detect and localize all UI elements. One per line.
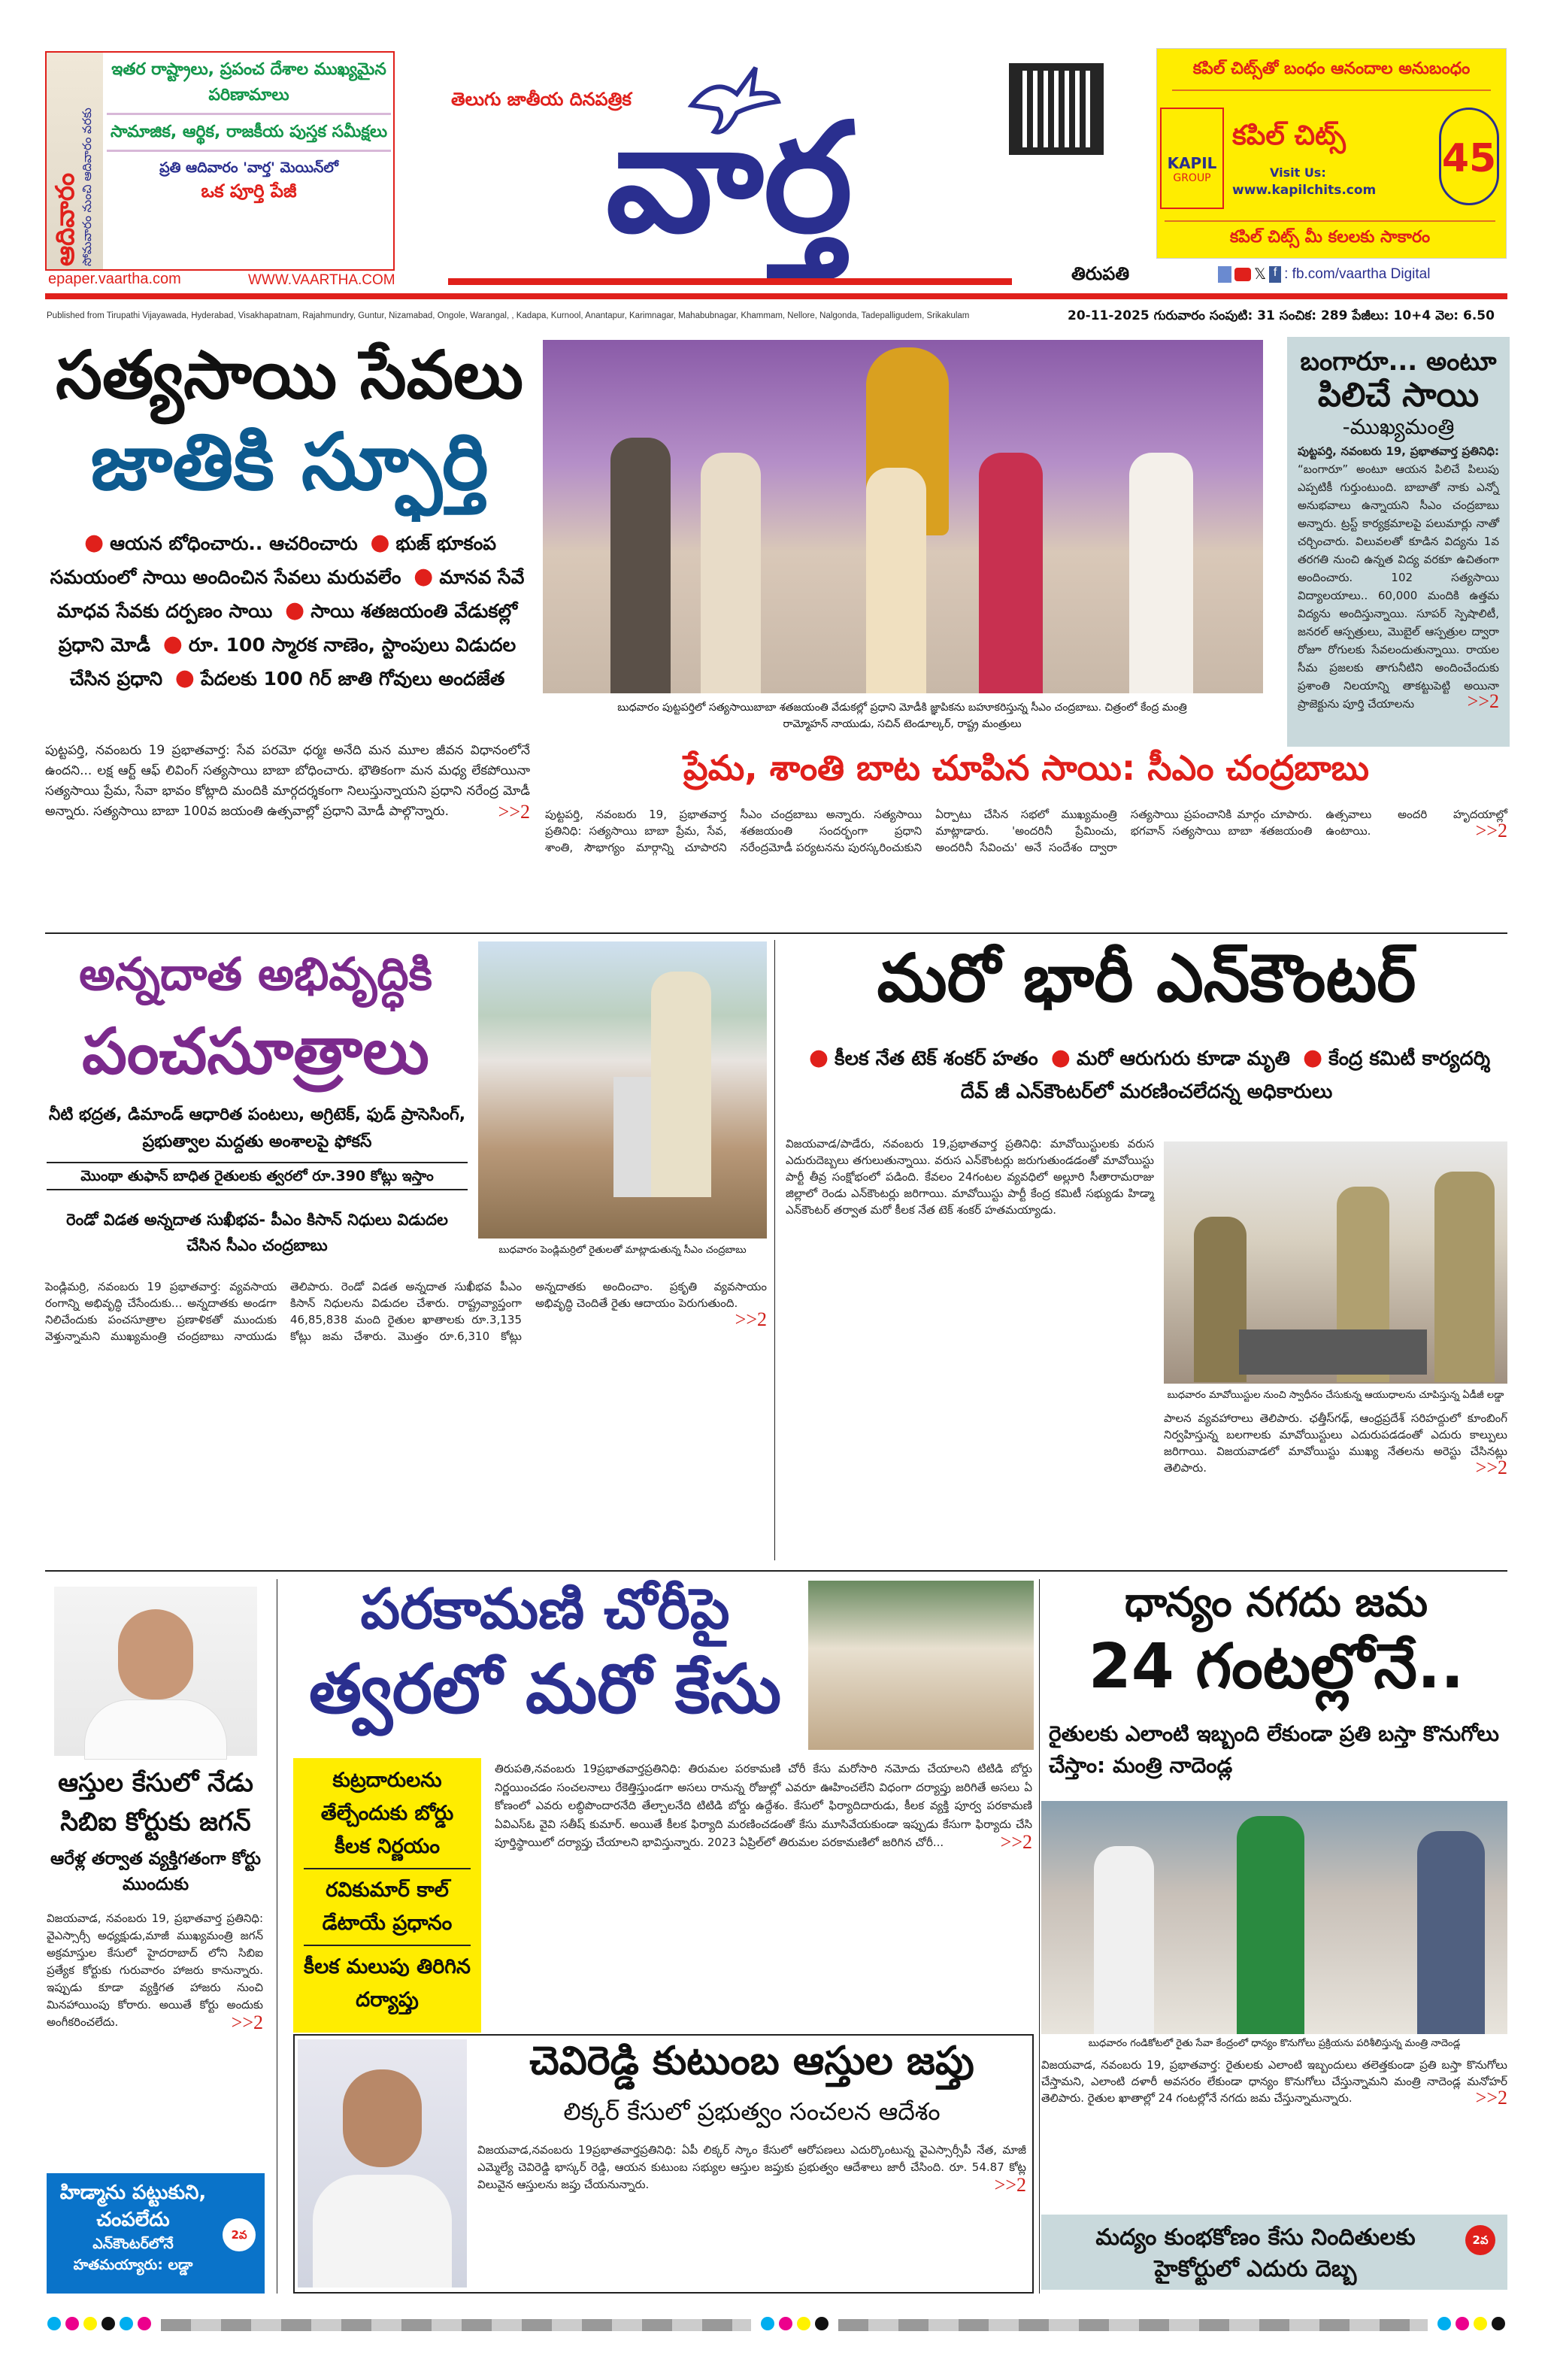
left-ad-side-title: ఆదివారం (51, 172, 80, 266)
face (118, 1609, 193, 1699)
lead-bullet: సాయి శతజయంతి వేడుకల్లో ప్రధాని మోడీ (58, 600, 518, 656)
grain-body: విజయవాడ, నవంబరు 19, ప్రభాతవార్త: రైతులకు ఎలాంటి ఇబ్బందులు తలెత్తకుండా ప్రతి బస్తా కొనుగోలు చేస్తామని, ఎలాంటి దళారీ అవసరం లేకుండా ధాన్యం కొనుగోలు చేస్తున్నామని మంత్రి నాదెండ్ల మనోహర్ తెలిపారు. రైతుల ఖాతాల్లో 24 గంటల్లోనే నగదు జమ చేస్తున్నామన్నారు. >>2 (1041, 2058, 1507, 2109)
x-icon[interactable]: 𝕏 (1254, 266, 1267, 283)
kapil-group-name: KAPIL (1167, 154, 1217, 172)
page-ref-badge: 2వ (1465, 2225, 1495, 2255)
minister-figure (1237, 1816, 1304, 2034)
person-figure (1094, 1846, 1154, 2034)
left-ad (45, 51, 395, 271)
lead-bullet: మానవ సేవే మాధవ సేవకు దర్పణం సాయి (56, 566, 525, 622)
person-figure (701, 453, 761, 693)
right-ad-bottom: కపిల్ చిట్స్ మీ కలలకు సాకారం (1165, 220, 1495, 250)
side-box-body: “బంగారూ” అంటూ ఆయన పిలిచే పిలుపు ఎప్పటికీ గుర్తుంటుంది. బాబాతో నాకు ఎన్నో అనుభవాలు ఉన్నాయని సీఎం చంద్రబాబు అన్నారు. ట్రస్ట్ కార్యక్రమాలపై పలుమార్లు నాతో చర్చించారు. విలువలతో కూడిన విద్యను 1వ తరగతి నుంచి ఉన్నత విద్య వరకూ ఉచితంగా అందించారు. 102 సత్యసాయి విద్యాలయాలు.. 60,000 మందికి ఉత్తమ విద్యను అందిస్తున్నాయి. సూపర్ స్పెషాలిటీ, జనరల్ ఆస్పత్రులు, మొబైల్ ఆస్పత్రుల ద్వారా రోజూ రోగులకు సేవలందుతున్నాయి. రాయల సీమ ప్రజలకు తాగునీటిని అందించేందుకు ప్రశాంతి నిలయాన్ని తాకట్టుపెట్టి అయినా ప్రాజెక్టును పూర్తి చేయాలను (1298, 462, 1499, 711)
side-box-byline: -ముఖ్యమంత్రి (1342, 414, 1455, 439)
lead-photo-caption: బుధవారం పుట్టపర్తిలో సత్యసాయిబాబా శతజయంతి వేడుకల్లో ప్రధాని మోడీకి జ్ఞాపికను బహూకరిస్తున్న సీఎం చంద్రబాబు. చిత్రంలో కేంద్ర మంత్రి రామ్మోహన్ నాయుడు, సచిన్ టెండూల్కర్, రాష్ట్ర మంత్రులు (617, 702, 1187, 730)
encounter-headline: మరో భారీ ఎన్‌కౌంటర్ (877, 939, 1416, 1017)
hidma-box[interactable] (47, 2173, 265, 2294)
left-ad-line2: సామాజిక, ఆర్థిక, రాజకీయ పుస్తక సమీక్షలు (107, 115, 391, 152)
farmers-body: పెండ్లిమర్రి, నవంబరు 19 ప్రభాతవార్త: వ్యవసాయ రంగాన్ని అభివృద్ధి చేసేందుకు... అన్నదాతకు అండగా నిలిచేందుకు పంచసూత్రాల ప్రణాళికతో ముందుకు వెళ్తున్నామని ముఖ్యమంత్రి చంద్రబాబు నాయుడు తెలిపారు. రెండో విడత అన్నదాత సుఖీభవ పీఎం కిసాన్ నిధులను విడుదల చేశారు. రాష్ట్రవ్యాప్తంగా 46,85,838 మంది రైతుల ఖాతాలకు రూ.3,135 కోట్లు జమ చేశారు. మొత్తం రూ.6,310 కోట్లు అన్నదాతకు అందించాం. ప్రకృతి వ్యవసాయం అభివృద్ధి చెందితే రైతు ఆదాయం పెరుగుతుంది. >>2 (45, 1280, 767, 1343)
farmers-sub-2: మొంథా తుఫాన్ బాధిత రైతులకు త్వరలో రూ.390 కోట్లు ఇస్తాం (47, 1162, 468, 1190)
parakamani-box-item: కీలక మలుపు తిరిగిన దర్యాప్తు (304, 1955, 471, 2012)
farmers-headline-1: అన్నదాత అభివృద్ధికి (79, 948, 432, 1001)
parakamani-body: తిరుపతి,నవంబరు 19ప్రభాతవార్తప్రతినిధి: తిరుమల పరకామణి చోరీ కేసు మరోసారి నమోదు చేయాలని టిటిడి బోర్డు నిర్ణయించడం సంచలనాలు రేకెత్తిస్తుండగా అసలు రానున్న రోజుల్లో ఎవరూ ఊహించలేని విధంగా దర్యాప్తు జరిగితే అసలు ఏ కోణంలో ఎవరు లబ్ధిపొందారనేది తేల్చాలనేది టిటిడి బోర్డు ఉద్దేశం. కేసులో ఫిర్యాదిదారుడు, కీలక వ్యక్తి పూర్వ పరకామణి ఏవిఎస్ఓ వైవి సతీష్ కుమార్. అయితే కీలక ఫిర్యాది మరణించడంతో కేసు మూసివేయకుండా ఇప్పుడు కేసుగా ఫిర్యాదు చేసి పూర్తిస్థాయిలో దర్యాప్తు చేయాలని భావిస్తున్నారు. 2023 ఏప్రిల్‌లో తిరుమల పరకామణిలో జరిగిన చోరీ... >>2 (495, 1762, 1032, 1853)
right-ad-visit: Visit Us: (1270, 165, 1326, 180)
encounter-bullet: మరో ఆరుగురు కూడా మృతి (1076, 1048, 1290, 1070)
lead-photo (543, 340, 1263, 693)
header-red-rule (45, 293, 1507, 299)
tagline: తెలుగు జాతీయ దినపత్రిక (451, 89, 632, 110)
right-ad-top: కపిల్ చిట్స్‌తో బంధం ఆనందాల అనుబంధం (1172, 49, 1491, 91)
facebook-link[interactable]: : fb.com/vaartha Digital (1284, 265, 1431, 282)
lead-body: పుట్టపర్తి, నవంబరు 19 ప్రభాతవార్త: సేవ పరమో ధర్మః అనేది మన మూల జీవన విధానంలోనే ఉందని... లక్ష ఆర్ట్ ఆఫ్ లివింగ్ సత్యసాయి బాబా బోధించారు. భౌతికంగా మన మధ్య లేకపోయినా సత్యసాయి ప్రేమ, సేవా భావం కోట్లాది మందికి మార్గదర్శకంగా నిలుస్తున్నాయని ప్రధాని నరేంద్ర మోడీ అన్నారు. సత్యసాయి బాబా 100వ జయంతి ఉత్సవాల్లో ప్రధాని మోడీ పాల్గొన్నారు. >>2 (45, 743, 530, 823)
shirt (84, 1699, 227, 1760)
person-figure (979, 453, 1043, 693)
parakamani-headline-1: పరకామణి చోరీపై (360, 1577, 730, 1642)
encounter-body: విజయవాడ/పాడేరు, నవంబరు 19,ప్రభాతవార్త ప్రతినిధి: మావోయిస్టులకు వరుస ఎదురుదెబ్బలు తగులుతున్నాయి. వరుస ఎన్‌కౌంటర్లు జరుగుతుండడంతో మావోయిస్టు పార్టీ తీవ్ర సంక్షోభంలో పడింది. కేవలం 24గంటల వ్యవధిలో అల్లూరి సీతారామరాజు జిల్లాలో రెండు ఎన్‌కౌంటర్లు జరిగాయి. మావోయిస్టు పార్టీ కేంద్ర కమిటీ సభ్యుడు హిడ్మా ఎన్‌కౌంటర్ తర్వాత మరో కీలక నేత టెక్ శంకర్ హతమయ్యాడు. (786, 1137, 1154, 1217)
farmers-photo-caption: బుధవారం పెండ్లిమర్రిలో రైతులతో మాట్లాడుతున్న సీఎం చంద్రబాబు (498, 1245, 747, 1256)
liquor-box[interactable] (1041, 2215, 1507, 2290)
cm-sub-headline: ప్రేమ, శాంతి బాట చూపిన సాయి: సీఎం చంద్రబాబు (683, 747, 1370, 788)
officer-figure (1434, 1172, 1495, 1382)
right-ad-url[interactable]: www.kapilchits.com (1232, 183, 1377, 198)
left-ad-line1: ఇతర రాష్ట్రాలు, ప్రపంచ దేశాల ముఖ్యమైన పరిణామాలు (107, 57, 391, 115)
left-ad-line3: ప్రతి ఆదివారం 'వార్త' మెయిన్‌లో (159, 159, 338, 176)
speaker-figure (651, 972, 711, 1197)
parakamani-photo (808, 1581, 1034, 1750)
grain-sub: రైతులకు ఎలాంటి ఇబ్బంది లేకుండా ప్రతి బస్తా కొనుగోలు చేస్తాం: మంత్రి నాదెండ్ల (1049, 1721, 1499, 1778)
encounter-photo (1164, 1141, 1507, 1384)
face (343, 2069, 422, 2167)
epaper-link[interactable]: epaper.vaartha.com (48, 271, 181, 287)
anniversary-badge: 45 (1439, 108, 1499, 205)
grain-headline-1: ధాన్యం నగదు జమ (1124, 1578, 1428, 1626)
parakamani-headline-2: త్వరలో మరో కేసు (308, 1650, 782, 1729)
issue-dateline: 20-11-2025 గురువారం సంపుటి: 31 సంచిక: 289 పేజీలు: 10+4 వెల: 6.50 (1068, 308, 1495, 323)
side-box-dateline: పుట్టపర్తి, నవంబరు 19, ప్రభాతవార్త ప్రతినిధి: (1298, 444, 1499, 458)
youtube-icon[interactable] (1234, 268, 1251, 281)
left-ad-side (47, 53, 103, 269)
left-ad-side-sub: సోమవారం నుంచి ఆదివారం వరకు (81, 108, 94, 266)
masthead-logo: వార్త (605, 91, 853, 266)
left-ad-line4: ఒక పూర్తి పేజీ (201, 180, 297, 202)
farmers-sub-1: నీటి భద్రత, డిమాండ్ ఆధారిత పంటలు, అగ్రిటెక్, ఫుడ్ ప్రాసెసింగ్, ప్రభుత్వాల మద్దతు అంశాలపై ఫోకస్ (48, 1105, 466, 1151)
chevireddy-sub: లిక్కర్ కేసులో ప్రభుత్వం సంచలన ఆదేశం (563, 2097, 941, 2126)
continued-marker[interactable]: >>2 (1467, 690, 1499, 712)
side-box-headline-1: బంగారూ... అంటూ (1300, 347, 1497, 377)
hidma-sub: ఎన్‌కౌంటర్‌లోనే హతమయ్యారు: లడ్డా (73, 2236, 193, 2273)
lead-bullet: రూ. 100 స్మారక నాణెం, స్టాంపులు విడుదల చేసిన ప్రధాని (69, 634, 516, 690)
grain-headline-2: 24 గంటల్లోనే.. (1088, 1631, 1465, 1702)
right-ad-brand: కపిల్ చిట్స్ (1232, 120, 1346, 151)
seized-weapons (1239, 1329, 1427, 1375)
facebook-icon[interactable]: f (1269, 266, 1281, 283)
side-box-headline-2: పిలిచే సాయి (1317, 376, 1480, 415)
lead-bullet: ఆయన బోధించారు.. ఆచరించారు (110, 532, 358, 554)
person-figure (1417, 1831, 1485, 2034)
chevireddy-headline: చెవిరెడ్డి కుటుంబ ఆస్తుల జప్తు (529, 2039, 974, 2084)
lead-headline-2: జాతికి స్ఫూర్తి (90, 416, 489, 508)
farmers-sub-3: రెండో విడత అన్నదాత సుఖీభవ- పీఎం కిసాన్ నిధులు విడుదల చేసిన సీఎం చంద్రబాబు (66, 1211, 448, 1254)
encounter-bullet: కేంద్ర కమిటీ కార్యదర్శి దేవ్ జీ ఎన్‌కౌంటర్‌లో మరణించలేదన్న అధికారులు (960, 1048, 1491, 1103)
grain-photo (1041, 1801, 1507, 2034)
qr-code[interactable] (1009, 63, 1104, 155)
side-box (1287, 337, 1510, 747)
grain-photo-caption: బుధవారం గండికోటలో రైతు సేవా కేంద్రంలో ధాన్యం కొనుగోలు ప్రక్రియను పరిశీలిస్తున్న మంత్రి నాదెండ్ల (1088, 2038, 1461, 2049)
person-figure (610, 438, 671, 693)
jagan-sub: ఆరేళ్ల తర్వాత వ్యక్తిగతంగా కోర్టు ముందుకు (50, 1849, 261, 1894)
farmers-photo (478, 941, 767, 1239)
lead-bullet: పేదలకు 100 గిర్ జాతి గోవులు అందజేత (200, 668, 505, 690)
encounter-body-2: పాలన వ్యవహారాలు తెలిపారు. ఛత్తీస్‌గఢ్, ఆంధ్రప్రదేశ్ సరిహద్దులో కూంబింగ్ నిర్వహిస్తున్న బలగాలకు మావోయిస్టులు ఎదురుపడడంతో ఎదురు కాల్పులు జరిగాయి. విజయవాడలో మావోయిస్టు ముఖ్య నేతలను అరెస్టు చేసినట్లు తెలిపారు. >>2 (1164, 1411, 1507, 1478)
lead-headline-1: సత్యసాయి సేవలు (56, 336, 523, 414)
social-links[interactable] (1218, 265, 1430, 283)
jagan-photo (54, 1587, 257, 1756)
kapil-group-sub: GROUP (1173, 172, 1211, 184)
edition-name: తిరుపతి (1071, 263, 1130, 284)
column-divider (1039, 1579, 1040, 2294)
divider (45, 932, 1507, 934)
parakamani-box-item: రవికుమార్ కాల్ డేటాయే ప్రధానం (304, 1869, 471, 1946)
cm-sub-body: పుట్టపర్తి, నవంబరు 19, ప్రభాతవార్త ప్రతినిధి: సత్యసాయి బాబా ప్రేమ, సేవ, శాంతి, సౌభాగ్యం మార్గాన్ని చూపారని సీఎం చంద్రబాబు అన్నారు. సత్యసాయి శతజయంతి సందర్భంగా ప్రధాని నరేంద్రమోడీ పర్యటనను పురస్కరించుకుని ఏర్పాటు చేసిన సభలో ముఖ్యమంత్రి మాట్లాడారు. 'అందరినీ ప్రేమించు, అందరినీ సేవించు' అనే సందేశం ద్వారా సత్యసాయి ప్రపంచానికి మార్గం చూపారు. భగవాన్ సత్యసాయి బాబా శతజయంతి ఉత్సవాలు అందరి హృదయాల్లో ఉంటాయి. >>2 (545, 808, 1507, 854)
podium (613, 1077, 651, 1197)
kapil-group-logo (1160, 108, 1224, 209)
published-from: Published from Tirupathi Vijayawada, Hyderabad, Visakhapatnam, Rajahmundry, Guntur, Nizamabad, Ongole, Warangal, , Kadapa, Kurnool, Anantapur, Karimnagar, Mahabubnagar, Khammam, Nellore, Nalgonda, Tadepalligudem, Srikakulam (47, 311, 970, 320)
person-figure (1129, 453, 1193, 693)
farmers-headline-2: పంచసూత్రాలు (82, 1014, 429, 1088)
jagan-body: విజయవాడ, నవంబరు 19, ప్రభాతవార్త ప్రతినిధి: వైఎస్సార్సీ అధ్యక్షుడు,మాజీ ముఖ్యమంత్రి జగన్ అక్రమాస్తుల కేసులో హైదరాబాద్ లోని సిబిఐ ప్రత్యేక కోర్టుకు గురువారం హాజరు కానున్నారు. ఇప్పుడు కూడా వ్యక్తిగత హాజరు నుంచి మినహాయింపు కోరారు. అయితే కోర్టు అందుకు అంగీకరించలేదు. >>2 (47, 1912, 263, 2033)
parakamani-box-item: కుట్రదారులను తేల్చేందుకు బోర్డు కీలక నిర్ణయం (304, 1764, 471, 1869)
encounter-bullets: ● కీలక నేత టెక్ శంకర్ హతం ● మరో ఆరుగురు కూడా మృతి ● కేంద్ర కమిటీ కార్యదర్శి దేవ్ జీ ఎన్‌కౌంటర్‌లో మరణించలేదన్న అధికారులు (808, 1044, 1491, 1103)
encounter-photo-caption: బుధవారం మావోయిస్టుల నుంచి స్వాధీనం చేసుకున్న ఆయుధాలను చూపిస్తున్న ఏడీజీ లడ్డా (1167, 1390, 1504, 1401)
chevireddy-photo (298, 2039, 467, 2288)
website-link[interactable]: WWW.VAARTHA.COM (248, 272, 395, 288)
page-ref-badge: 2వ (223, 2218, 256, 2251)
jagan-headline: ఆస్తుల కేసులో నేడు సిబిఐ కోర్టుకు జగన్ (58, 1768, 253, 1837)
chevireddy-body: విజయవాడ,నవంబరు 19ప్రభాతవార్తప్రతినిధి: ఏపీ లిక్కర్ స్కాం కేసులో ఆరోపణలు ఎదుర్కొంటున్న వైఎస్సార్సీపీ నేత, మాజీ ఎమ్మెల్యే చెవిరెడ్డి భాస్కర్ రెడ్డి, ఆయన కుటుంబ సభ్యుల ఆస్తుల జప్తుకు ప్రభుత్వం ఆదేశాలు జారీ చేసింది. రూ. 54.87 కోట్ల విలువైన ఆస్తులను జప్తు చేయనున్నారు. >>2 (477, 2143, 1026, 2196)
parakamani-box (293, 1758, 481, 2033)
column-divider (774, 940, 775, 1560)
lead-bullet: భుజ్ భూకంప సమయంలో సాయి అందించిన సేవలు మరువలేం (50, 532, 497, 588)
right-ad (1156, 48, 1507, 259)
person-figure (866, 468, 926, 693)
lead-bullets: ● ఆయన బోధించారు.. ఆచరించారు ● భుజ్ భూకంప సమయంలో సాయి అందించిన సేవలు మరువలేం ● మానవ సేవే మాధవ సేవకు దర్పణం సాయి ● సాయి శతజయంతి వేడుకల్లో ప్రధాని మోడీ ● రూ. 100 స్మారక నాణెం, స్టాంపులు విడుదల చేసిన ప్రధాని ● పేదలకు 100 గిర్ జాతి గోవులు అందజేత (50, 529, 525, 691)
hidma-headline: హిడ్మాను పట్టుకుని, చంపలేదు (59, 2181, 207, 2231)
liquor-headline: మద్యం కుంభకోణం కేసు నిందితులకు హైకోర్టులో ఎదురు దెబ్బ (1095, 2224, 1416, 2282)
encounter-bullet: కీలక నేత టెక్ శంకర్ హతం (835, 1048, 1038, 1070)
print-registration-bar (45, 2316, 1507, 2334)
app-icon[interactable] (1218, 266, 1231, 283)
shirt (313, 2175, 452, 2288)
masthead-red-bar (448, 278, 1012, 285)
divider (45, 1570, 1507, 1572)
